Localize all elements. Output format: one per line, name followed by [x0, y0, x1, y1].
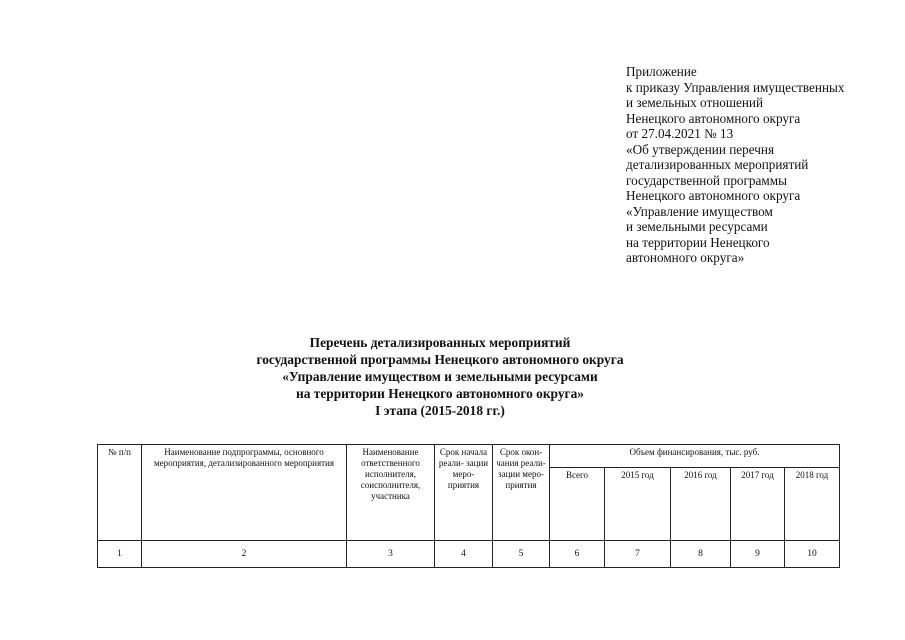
header-start: Срок начала реали- зации меро- приятия	[435, 445, 493, 541]
header-end: Срок окон- чания реали- зации меро- приятия	[493, 445, 550, 541]
appendix-line: автономного округа»	[626, 250, 745, 265]
appendix-line: и земельных отношений	[626, 95, 764, 110]
appendix-line: и земельными ресурсами	[626, 219, 768, 234]
column-number: 7	[605, 541, 671, 568]
title-line: I этапа (2015-2018 гг.)	[375, 403, 505, 418]
column-number: 2	[142, 541, 347, 568]
header-financing: Объем финансирования, тыс. руб.	[550, 445, 840, 468]
header-2018: 2018 год	[785, 468, 840, 541]
appendix-block	[626, 64, 896, 266]
header-2015: 2015 год	[605, 468, 671, 541]
appendix-line: «Об утверждении перечня	[626, 141, 775, 157]
column-number: 1	[98, 541, 142, 568]
document-title	[200, 334, 680, 419]
column-number: 6	[550, 541, 605, 568]
title-line: Перечень детализированных мероприятий	[309, 335, 571, 350]
column-number: 3	[347, 541, 435, 568]
header-name: Наименование подпрограммы, основного мероприятия, детализированного мероприятия	[142, 445, 347, 541]
title-line: «Управление имуществом и земельными ресурсами	[282, 369, 598, 384]
title-line: государственной программы Ненецкого автономного округа	[256, 352, 624, 367]
appendix-line: «Управление имуществом	[626, 203, 773, 219]
column-number: 5	[493, 541, 550, 568]
appendix-line: Ненецкого автономного округа	[626, 188, 801, 203]
header-2016: 2016 год	[671, 468, 731, 541]
appendix-line: Приложение	[626, 64, 697, 79]
header-2017: 2017 год	[731, 468, 785, 541]
appendix-line: детализированных мероприятий	[626, 157, 809, 172]
title-line: на территории Ненецкого автономного округа»	[296, 386, 584, 401]
appendix-line: от 27.04.2021 № 13	[626, 126, 734, 141]
column-number: 10	[785, 541, 840, 568]
measures-table	[97, 444, 840, 568]
header-num: № п/п	[98, 445, 142, 541]
column-number: 9	[731, 541, 785, 568]
column-number: 8	[671, 541, 731, 568]
header-executor: Наименование ответственного исполнителя, соисполнителя, участника	[347, 445, 435, 541]
column-number: 4	[435, 541, 493, 568]
header-total: Всего	[550, 468, 605, 541]
appendix-line: государственной программы	[626, 172, 787, 188]
appendix-line: Ненецкого автономного округа	[626, 110, 801, 126]
appendix-line: на территории Ненецкого	[626, 234, 770, 250]
appendix-line: к приказу Управления имущественных	[626, 79, 845, 95]
